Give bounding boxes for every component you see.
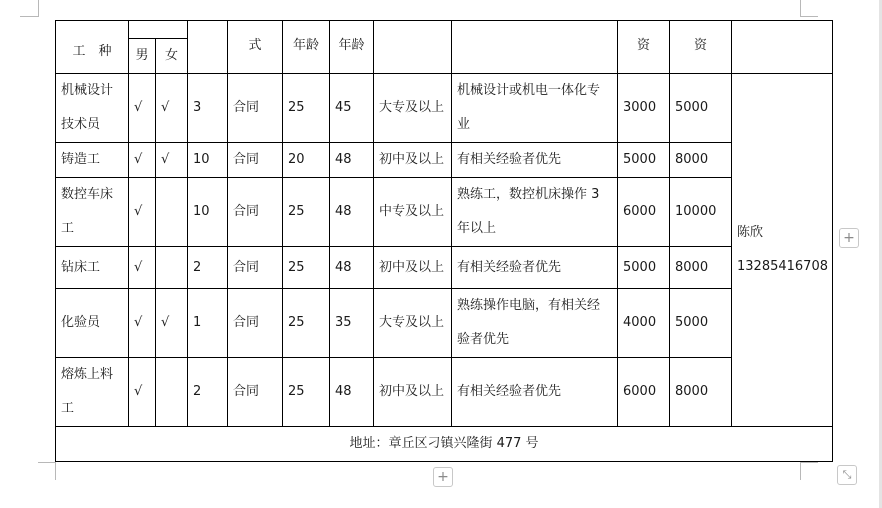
count-cell[interactable]: 10 — [188, 178, 228, 247]
salary-max-cell[interactable]: 10000 — [670, 178, 732, 247]
age-max-cell[interactable]: 45 — [330, 74, 374, 143]
education-cell[interactable]: 大专及以上 — [374, 289, 452, 358]
count-cell[interactable]: 2 — [188, 358, 228, 427]
job-cell[interactable]: 熔炼上料工 — [56, 358, 129, 427]
table-row — [56, 74, 833, 143]
salary-max-cell[interactable]: 5000 — [670, 74, 732, 143]
add-row-button[interactable]: + — [433, 467, 453, 487]
header-male[interactable]: 男 — [129, 39, 156, 74]
crop-mark-bottom-left-v — [55, 462, 56, 480]
table-row — [56, 247, 833, 289]
salary-min-cell[interactable]: 5000 — [618, 247, 670, 289]
age-min-cell[interactable]: 20 — [283, 143, 330, 178]
table-row — [56, 289, 833, 358]
age-max-cell[interactable]: 48 — [330, 358, 374, 427]
header-age-max[interactable]: 年龄 — [330, 21, 374, 74]
job-cell[interactable]: 化验员 — [56, 289, 129, 358]
female-cell[interactable] — [156, 358, 188, 427]
age-min-cell[interactable]: 25 — [283, 358, 330, 427]
education-cell[interactable]: 初中及以上 — [374, 247, 452, 289]
count-cell[interactable]: 3 — [188, 74, 228, 143]
header-education[interactable] — [374, 21, 452, 74]
table-resize-handle-icon[interactable]: ⤡ — [837, 465, 857, 485]
salary-max-cell[interactable]: 8000 — [670, 143, 732, 178]
count-cell[interactable]: 10 — [188, 143, 228, 178]
header-requirement[interactable] — [452, 21, 618, 74]
education-cell[interactable]: 初中及以上 — [374, 358, 452, 427]
male-cell[interactable]: √ — [129, 358, 156, 427]
header-row-top — [56, 21, 833, 39]
header-female[interactable]: 女 — [156, 39, 188, 74]
requirement-cell[interactable]: 有相关经验者优先 — [452, 247, 618, 289]
crop-mark-bottom-right-h — [800, 462, 818, 463]
male-cell[interactable]: √ — [129, 143, 156, 178]
form-cell[interactable]: 合同 — [228, 74, 283, 143]
form-cell[interactable]: 合同 — [228, 247, 283, 289]
requirement-cell[interactable]: 有相关经验者优先 — [452, 358, 618, 427]
salary-min-cell[interactable]: 4000 — [618, 289, 670, 358]
salary-min-cell[interactable]: 5000 — [618, 143, 670, 178]
crop-mark-top-left-h — [20, 16, 38, 17]
form-cell[interactable]: 合同 — [228, 358, 283, 427]
table-row — [56, 143, 833, 178]
job-cell[interactable]: 钻床工 — [56, 247, 129, 289]
header-gender-group[interactable] — [129, 21, 188, 39]
table-row — [56, 358, 833, 427]
add-column-button[interactable]: + — [839, 228, 859, 248]
salary-max-cell[interactable]: 5000 — [670, 289, 732, 358]
address-cell[interactable]: 地址：章丘区刁镇兴隆街 477 号 — [56, 427, 833, 462]
age-max-cell[interactable]: 48 — [330, 247, 374, 289]
age-min-cell[interactable]: 25 — [283, 74, 330, 143]
education-cell[interactable]: 初中及以上 — [374, 143, 452, 178]
age-max-cell[interactable]: 48 — [330, 178, 374, 247]
count-cell[interactable]: 2 — [188, 247, 228, 289]
address-row — [56, 427, 833, 462]
contact-name: 陈欣 — [737, 225, 764, 240]
contact-cell[interactable] — [732, 74, 833, 427]
salary-max-cell[interactable]: 8000 — [670, 247, 732, 289]
recruitment-table[interactable] — [55, 20, 833, 462]
job-cell[interactable]: 机械设计技术员 — [56, 74, 129, 143]
age-max-cell[interactable]: 35 — [330, 289, 374, 358]
education-cell[interactable]: 大专及以上 — [374, 74, 452, 143]
salary-min-cell[interactable]: 3000 — [618, 74, 670, 143]
age-max-cell[interactable]: 48 — [330, 143, 374, 178]
requirement-cell[interactable]: 熟练工，数控机床操作 3 年以上 — [452, 178, 618, 247]
form-cell[interactable]: 合同 — [228, 143, 283, 178]
table-row — [56, 178, 833, 247]
female-cell[interactable]: √ — [156, 289, 188, 358]
requirement-cell[interactable]: 机械设计或机电一体化专业 — [452, 74, 618, 143]
job-cell[interactable]: 铸造工 — [56, 143, 129, 178]
crop-mark-top-right-v — [800, 0, 801, 17]
female-cell[interactable]: √ — [156, 143, 188, 178]
salary-min-cell[interactable]: 6000 — [618, 178, 670, 247]
crop-mark-bottom-left-h — [38, 462, 56, 463]
education-cell[interactable]: 中专及以上 — [374, 178, 452, 247]
header-salary-max[interactable]: 资 — [670, 21, 732, 74]
header-contact[interactable] — [732, 21, 833, 74]
form-cell[interactable]: 合同 — [228, 178, 283, 247]
form-cell[interactable]: 合同 — [228, 289, 283, 358]
female-cell[interactable] — [156, 178, 188, 247]
age-min-cell[interactable]: 25 — [283, 178, 330, 247]
salary-max-cell[interactable]: 8000 — [670, 358, 732, 427]
header-job[interactable]: 工 种 — [56, 21, 129, 74]
count-cell[interactable]: 1 — [188, 289, 228, 358]
age-min-cell[interactable]: 25 — [283, 247, 330, 289]
header-form[interactable]: 式 — [228, 21, 283, 74]
job-cell[interactable]: 数控车床工 — [56, 178, 129, 247]
male-cell[interactable]: √ — [129, 247, 156, 289]
requirement-cell[interactable]: 熟练操作电脑，有相关经验者优先 — [452, 289, 618, 358]
requirement-cell[interactable]: 有相关经验者优先 — [452, 143, 618, 178]
salary-min-cell[interactable]: 6000 — [618, 358, 670, 427]
age-min-cell[interactable]: 25 — [283, 289, 330, 358]
female-cell[interactable]: √ — [156, 74, 188, 143]
header-salary-min[interactable]: 资 — [618, 21, 670, 74]
female-cell[interactable] — [156, 247, 188, 289]
crop-mark-top-right-h — [800, 16, 818, 17]
male-cell[interactable]: √ — [129, 289, 156, 358]
header-age-min[interactable]: 年龄 — [283, 21, 330, 74]
crop-mark-bottom-right-v — [800, 462, 801, 480]
contact-phone: 13285416708 — [737, 259, 828, 274]
header-count[interactable] — [188, 21, 228, 74]
male-cell[interactable]: √ — [129, 74, 156, 143]
male-cell[interactable]: √ — [129, 178, 156, 247]
crop-mark-top-left-v — [38, 0, 39, 17]
